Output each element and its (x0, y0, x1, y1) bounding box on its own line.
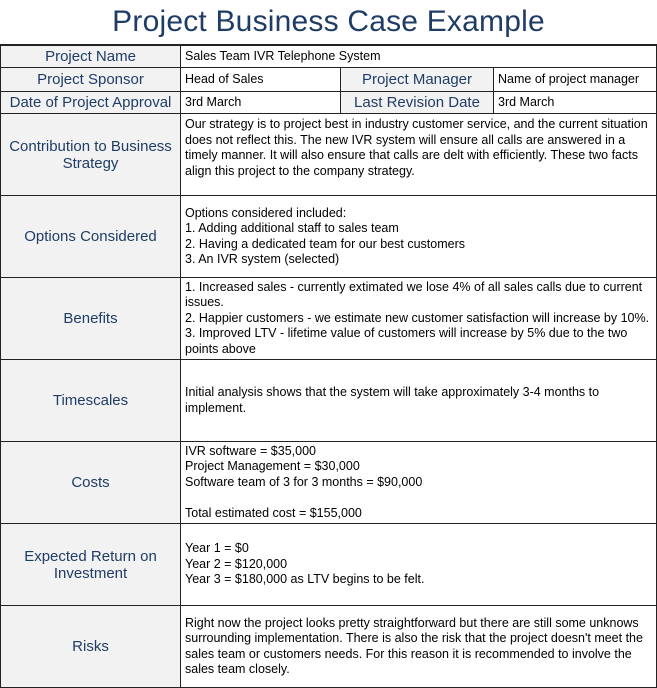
roi-item: Year 1 = $0 (185, 541, 249, 556)
cost-spacer (185, 490, 652, 506)
options-line: 3. An IVR system (selected) (185, 252, 340, 266)
benefits-label: Benefits (1, 278, 181, 360)
approval-date-value: 3rd March (181, 92, 341, 114)
row-benefits (1, 278, 657, 360)
contribution-text: Our strategy is to project best in industry customer service, and the current situation does not reflect this. The new IVR system will ensure all calls are answered in a timely manner. It will also ensure that calls are delt with efficiently. These two facts align this project to the company strategy. (181, 114, 657, 196)
benefit-item: 2. Happier customers - we estimate new customer satisfaction will increase by 10%. (185, 310, 650, 325)
row-timescales (1, 360, 657, 442)
project-name-value: Sales Team IVR Telephone System (181, 46, 657, 68)
project-manager-value: Name of project manager (494, 68, 657, 92)
benefits-text (181, 278, 657, 360)
business-case-table (0, 45, 657, 688)
timescales-label: Timescales (1, 360, 181, 442)
row-costs (1, 442, 657, 524)
project-sponsor-label: Project Sponsor (1, 68, 181, 92)
page-title: Project Business Case Example (0, 0, 657, 45)
options-line: 2. Having a dedicated team for our best customers (185, 236, 466, 251)
options-line: Options considered included: (185, 205, 347, 220)
risks-text: Right now the project looks pretty straightforward but there are still some unknows surrounding implementation. There is also the risk that the project doesn't meet the sales team or customers needs. For this reason it is recommended to involve the sales team closely. (181, 606, 657, 688)
row-contribution (1, 114, 657, 196)
costs-text (181, 442, 657, 524)
roi-label: Expected Return on Investment (1, 524, 181, 606)
row-project-name (1, 46, 657, 68)
roi-item: Year 3 = $180,000 as LTV begins to be felt. (185, 572, 425, 587)
revision-date-label: Last Revision Date (341, 92, 494, 114)
project-manager-label: Project Manager (341, 68, 494, 92)
benefit-item: 3. Improved LTV - lifetime value of customers will increase by 5% due to the two points above (185, 326, 628, 356)
roi-item: Year 2 = $120,000 (185, 556, 288, 571)
row-options (1, 196, 657, 278)
row-roi (1, 524, 657, 606)
options-label: Options Considered (1, 196, 181, 278)
risks-label: Risks (1, 606, 181, 688)
approval-date-label: Date of Project Approval (1, 92, 181, 114)
row-dates (1, 92, 657, 114)
cost-total: Total estimated cost = $155,000 (185, 505, 362, 520)
row-sponsor (1, 68, 657, 92)
contribution-label: Contribution to Business Strategy (1, 114, 181, 196)
project-name-label: Project Name (1, 46, 181, 68)
cost-item: Project Management = $30,000 (185, 459, 360, 474)
timescales-text: Initial analysis shows that the system will take approximately 3-4 months to implement. (181, 360, 657, 442)
cost-item: IVR software = $35,000 (185, 443, 316, 458)
options-text (181, 196, 657, 278)
benefit-item: 1. Increased sales - currently extimated we lose 4% of all sales calls due to current issues. (185, 279, 643, 310)
project-sponsor-value: Head of Sales (181, 68, 341, 92)
revision-date-value: 3rd March (494, 92, 657, 114)
cost-item: Software team of 3 for 3 months = $90,000 (185, 474, 423, 489)
costs-label: Costs (1, 442, 181, 524)
roi-text (181, 524, 657, 606)
options-line: 1. Adding additional staff to sales team (185, 221, 399, 235)
row-risks (1, 606, 657, 688)
